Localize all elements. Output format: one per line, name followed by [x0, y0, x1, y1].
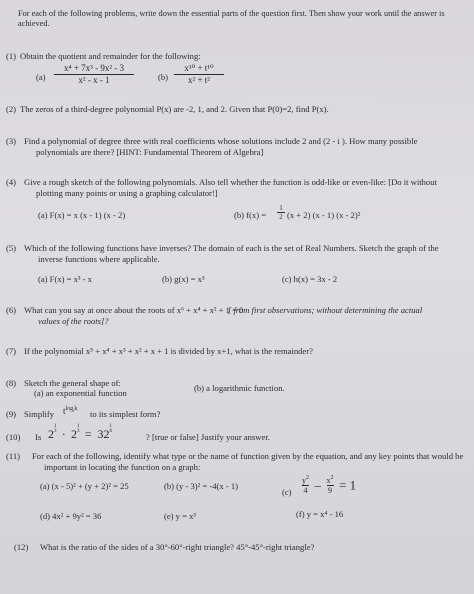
q1b-numerator: x¹⁰ + t¹⁰	[184, 63, 214, 73]
q6-line1a: What can you say at once about the roots of x⁶ + x⁴ + x² + 1 = 0	[24, 305, 244, 315]
q4-line2: plotting many points or using a graphing calculator!]	[36, 188, 218, 198]
q11e-item: (e) y = x³	[164, 511, 196, 521]
q11d-item: (d) 4x² + 9y² = 36	[40, 511, 102, 521]
q10-number: (10)	[6, 432, 21, 442]
q11f-item: (f) y = x⁴ - 16	[296, 509, 344, 519]
q4b-half-fraction	[277, 204, 285, 221]
q9-number: (9)	[6, 409, 17, 419]
q8-number: (8)	[6, 378, 17, 388]
q9-text-b: to its simplest form?	[90, 409, 161, 419]
q1a-denominator: x² - x - 1	[78, 75, 110, 85]
q9-text-a: Simplify	[24, 409, 55, 419]
q6-number: (6)	[6, 305, 17, 315]
q10-is: Is	[35, 432, 42, 442]
q5-number: (5)	[6, 243, 17, 253]
q12-text: What is the ratio of the sides of a 30°-60°-right triangle? 45°-45°-right triangle?	[40, 542, 315, 552]
q4b-frac-numerator: 1	[279, 204, 283, 212]
q11-line1: For each of the following, identify what type or the name of function given by the equation, and any key points that would be	[32, 451, 464, 461]
q11c-expression: $\frac{y^2}{4}$ – $\frac{x^2}{9}$ = 1	[302, 475, 357, 495]
q9-expression: $t^{log_tk}$	[63, 406, 78, 416]
q3-line1: Find a polynomial of degree three with real coefficients whose solutions include 2 and (2 - i ). How many possible	[24, 136, 418, 146]
q8-text: Sketch the general shape of:	[24, 378, 121, 388]
q10-text: ? [true or false] Justify your answer.	[146, 432, 270, 442]
q10-expression: 21 3 · 21 3 = 321 6	[48, 424, 113, 441]
q4a-item: (a) F(x) = x (x - 1) (x - 2)	[38, 210, 126, 220]
q7-number: (7)	[6, 346, 17, 356]
q4-line1: Give a rough sketch of the following polynomials. Also tell whether the function is odd-like or even-like: [Do it without	[24, 177, 437, 187]
q5-line2: inverse functions where applicable.	[38, 254, 160, 264]
q5-line1: Which of the following functions have inverses? The domain of each is the set of Real Numbers. Sketch the graph of the	[24, 243, 439, 253]
q4b-frac-denominator: 2	[279, 213, 283, 221]
q1a-fraction	[54, 63, 134, 86]
q1b-denominator: x² + t²	[188, 75, 210, 85]
q11-line2: important in locating the function on a graph:	[44, 462, 201, 472]
q1a-numerator: x⁴ + 7x³ - 9x² - 3	[63, 63, 125, 73]
q1b-label: (b)	[158, 72, 169, 82]
q11-number: (11)	[6, 451, 20, 461]
q4-number: (4)	[6, 177, 17, 187]
q6-line2: values of the roots]?	[38, 316, 109, 326]
q8b-item: (b) a logarithmic function.	[194, 383, 285, 393]
q1a-label: (a)	[36, 72, 46, 82]
q3-line2: polynomials are there? [HINT: Fundamental Theorem of Algebra]	[36, 147, 264, 157]
q8a-item: (a) an exponential function	[34, 388, 127, 398]
q2-text: The zeros of a third-degree polynomial P(x) are -2, 1, and 2. Given that P(0)=2, find P(x).	[20, 104, 329, 114]
q11c-label: (c)	[282, 487, 292, 497]
q3-number: (3)	[6, 136, 17, 146]
q6-line1b: [ from first observations; without determining the actual	[228, 305, 423, 315]
q1-number: (1)	[6, 51, 17, 61]
q5a-item: (a) F(x) = x³ - x	[38, 274, 92, 284]
q1b-fraction	[174, 63, 224, 86]
q1-text: Obtain the quotient and remainder for the following:	[20, 51, 201, 61]
q5c-item: (c) h(x) = 3x - 2	[282, 274, 338, 284]
intro-text: For each of the following problems, write down the essential parts of the question first. Then show your work until the answer is achieved.	[18, 9, 445, 28]
q11b-item: (b) (y - 3)² = -4(x - 1)	[164, 481, 238, 491]
q11a-item: (a) (x - 5)² + (y + 2)² = 25	[40, 481, 129, 491]
q5b-item: (b) g(x) = x³	[162, 274, 205, 284]
q2-number: (2)	[6, 104, 17, 114]
q7-text: If the polynomial x⁵ + x⁴ + x³ + x² + x + 1 is divided by x+1, what is the remainder?	[24, 346, 313, 356]
q4b-rest: (x + 2) (x - 1) (x - 2)²	[287, 210, 361, 220]
q4b-label: (b) f(x) =	[234, 210, 267, 220]
q12-number: (12)	[14, 542, 29, 552]
